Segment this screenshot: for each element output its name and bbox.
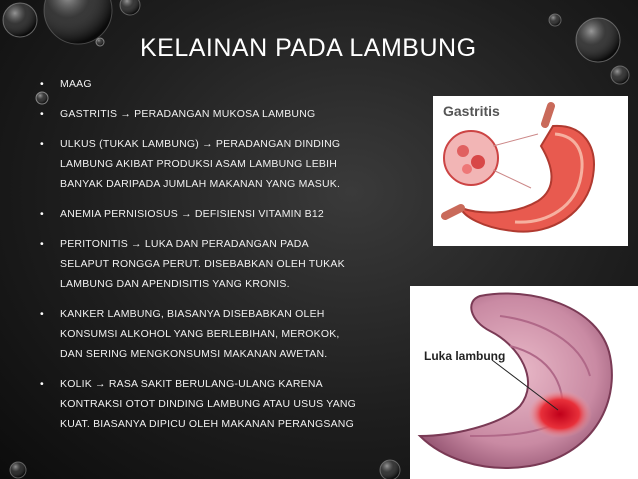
stomach-ulcer-image: [410, 286, 638, 479]
bullet-list: [38, 74, 358, 434]
ulcer-label: Luka lambung: [424, 349, 506, 363]
gastritis-illustration: [433, 96, 628, 246]
gastritis-label: Gastritis: [443, 103, 500, 119]
list-item: • ULKUS (TUKAK LAMBUNG) → PERADANGAN DINDING LAMBUNG AKIBAT PRODUKSI ASAM LAMBUNG LEBIH BANYAK DARIPADA JUMLAH MAKANAN YANG MASUK.: [38, 134, 358, 194]
list-item: • KANKER LAMBUNG, BIASANYA DISEBABKAN OLEH KONSUMSI ALKOHOL YANG BERLEBIHAN, MEROKOK, DAN SERING MENGKONSUMSI MAKANAN AWETAN.: [38, 304, 358, 364]
list-item: • MAAG: [38, 74, 358, 94]
list-item: • PERITONITIS → LUKA DAN PERADANGAN PADA SELAPUT RONGGA PERUT. DISEBABKAN OLEH TUKAK LAMBUNG DAN APENDISITIS YANG KRONIS.: [38, 234, 358, 294]
stomach-ulcer-illustration: [410, 286, 638, 479]
slide-title: KELAINAN PADA LAMBUNG: [140, 34, 477, 62]
list-item: • GASTRITIS → PERADANGAN MUKOSA LAMBUNG: [38, 104, 358, 124]
list-item: • ANEMIA PERNISIOSUS → DEFISIENSI VITAMIN B12: [38, 204, 358, 224]
gastritis-stomach-image: [433, 96, 628, 246]
list-item: • KOLIK → RASA SAKIT BERULANG-ULANG KARENA KONTRAKSI OTOT DINDING LAMBUNG ATAU USUS YANG KUAT. BIASANYA DIPICU OLEH MAKANAN PERANGSANG: [38, 374, 358, 434]
